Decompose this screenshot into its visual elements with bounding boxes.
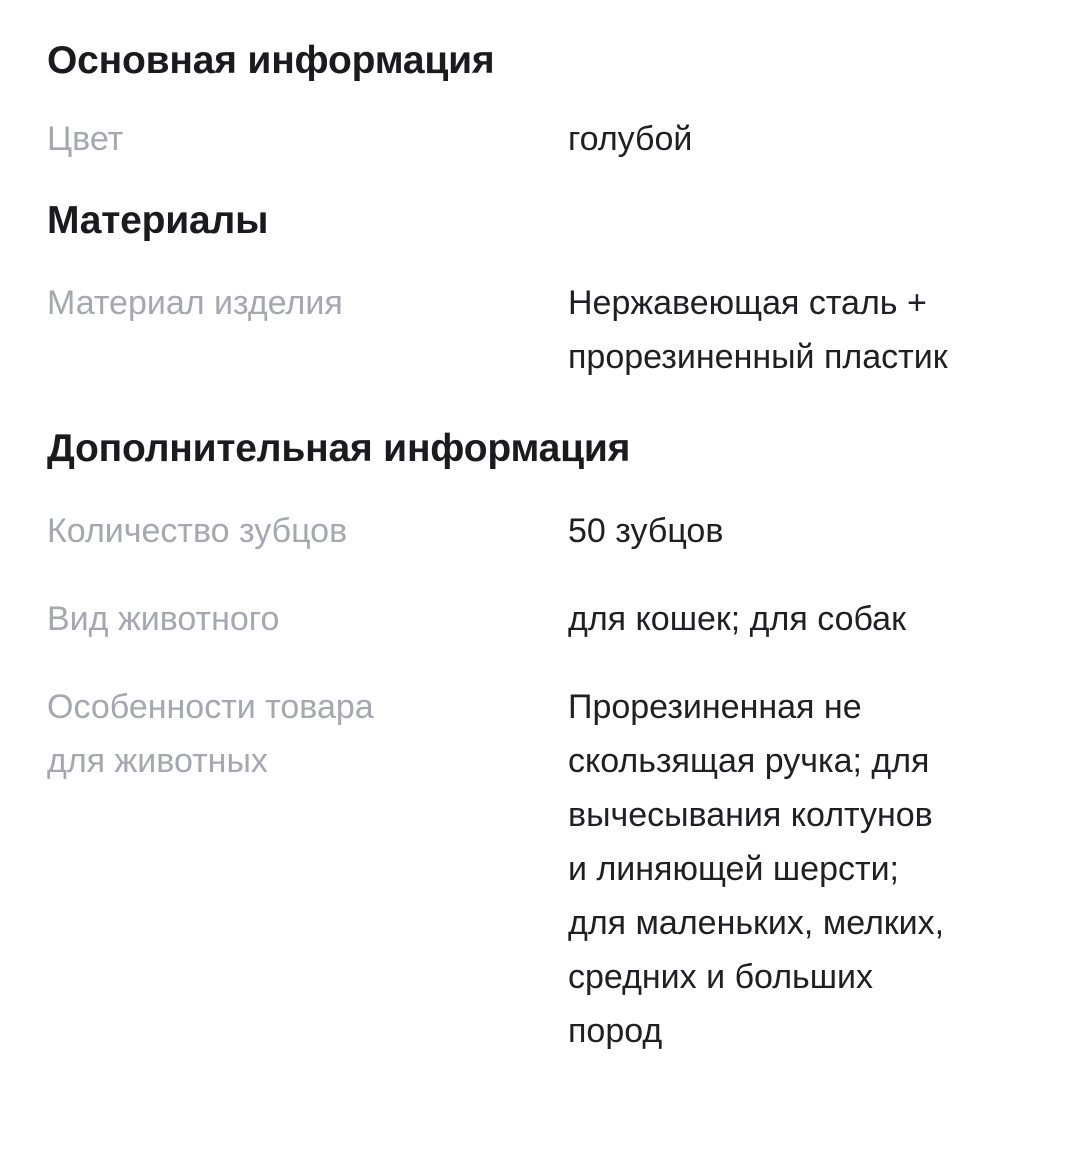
section-materials bbox=[47, 166, 1049, 384]
spec-value-teeth-count: 50 зубцов bbox=[568, 512, 724, 550]
spec-row-teeth-count bbox=[47, 504, 1049, 558]
section-basic-info bbox=[47, 0, 1049, 166]
spec-label-color: Цвет bbox=[47, 120, 124, 158]
spec-value-animal-type: для кошек; для собак bbox=[568, 600, 906, 638]
spec-row-features bbox=[47, 680, 1049, 1058]
spec-row-color bbox=[47, 112, 1049, 166]
section-title-basic-info: Основная информация bbox=[47, 39, 495, 82]
spec-row-material bbox=[47, 276, 1049, 384]
spec-value-color: голубой bbox=[568, 120, 693, 158]
spec-label-material: Материал изделия bbox=[47, 284, 343, 322]
section-title-additional-info: Дополнительная информация bbox=[47, 427, 631, 470]
section-title-materials: Материалы bbox=[47, 199, 269, 242]
spec-row-animal-type bbox=[47, 592, 1049, 646]
spec-label-teeth-count: Количество зубцов bbox=[47, 512, 348, 550]
spec-value-material: Нержавеющая сталь + прорезиненный пластик bbox=[568, 284, 948, 376]
spec-label-features: Особенности товара для животных bbox=[47, 688, 374, 780]
spec-label-animal-type: Вид животного bbox=[47, 600, 280, 638]
section-additional-info bbox=[47, 384, 1049, 1058]
spec-value-features: Прорезиненная не скользящая ручка; для вычесывания колтунов и линяющей шерсти; для маленьких, мелких, средних и больших пород bbox=[568, 688, 945, 1050]
